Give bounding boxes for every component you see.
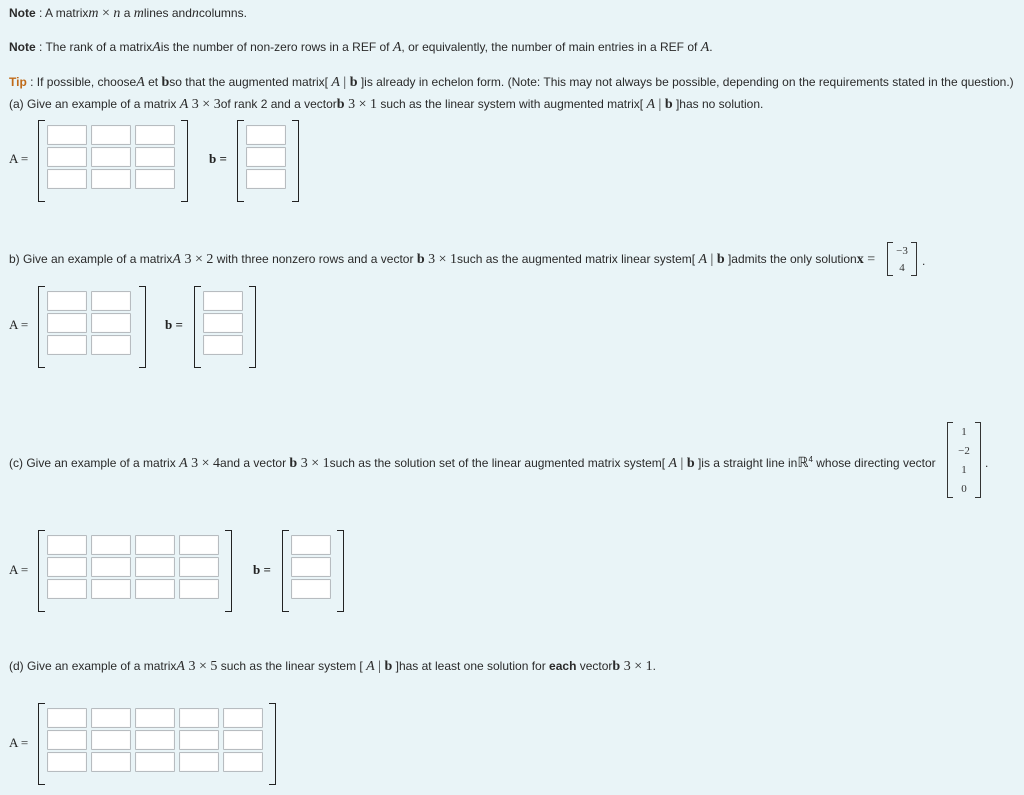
math-A: A — [331, 75, 340, 90]
matrix-A-label: A = — [9, 735, 29, 750]
math-dims: 3 × 1 — [424, 252, 458, 267]
text: ]admits the only solution — [724, 252, 857, 266]
text: vector — [576, 659, 613, 673]
math-A: A — [698, 252, 708, 267]
vector-cell-input[interactable] — [246, 147, 286, 167]
math-A: A — [179, 456, 188, 471]
solution-value: −3 — [896, 244, 908, 257]
text: columns. — [198, 6, 247, 20]
matrix-cells — [47, 125, 177, 189]
vector-cells — [291, 535, 333, 599]
vector-cell-input[interactable] — [246, 169, 286, 189]
math-A: A — [179, 97, 189, 112]
period: . — [985, 456, 989, 470]
tip-label: Tip — [9, 75, 27, 89]
vector-b-label: b = — [165, 317, 183, 332]
text: et — [144, 75, 162, 89]
vector-b-label: b = — [209, 151, 227, 166]
math-dims: 3 × 1 — [297, 456, 330, 471]
matrix-cell-input[interactable] — [47, 730, 87, 750]
math-A: A — [366, 659, 375, 674]
matrix-cell-input[interactable] — [47, 579, 87, 599]
matrix-cell-input[interactable] — [179, 730, 219, 750]
math-b: b — [349, 75, 358, 90]
matrix-cell-input[interactable] — [91, 752, 131, 772]
matrix-cell-input[interactable] — [223, 708, 263, 728]
matrix-cell-input[interactable] — [47, 147, 87, 167]
text: such as the linear system with augmented matrix[ — [376, 97, 647, 111]
math-b: b — [664, 97, 673, 112]
matrix-cell-input[interactable] — [47, 535, 87, 555]
matrix-cell-input[interactable] — [47, 169, 87, 189]
math-A: A — [392, 40, 402, 55]
text: a — [120, 6, 134, 20]
math-dims: 3 × 1 — [344, 97, 377, 112]
note-matrix-definition — [9, 6, 247, 22]
left-bracket — [38, 120, 45, 202]
math-n: n — [113, 6, 121, 21]
vector-b-label: b = — [253, 562, 271, 577]
matrix-cell-input[interactable] — [135, 579, 175, 599]
math-dims: 3 × 4 — [187, 456, 221, 471]
solution-value: 4 — [899, 261, 905, 274]
text: such as the augmented matrix linear system[ — [457, 252, 699, 266]
matrix-cell-input[interactable] — [47, 557, 87, 577]
vector-cell-input[interactable] — [291, 579, 331, 599]
text: such as the solution set of the linear augmented matrix system[ — [329, 456, 669, 470]
direction-value: 1 — [961, 463, 967, 476]
vector-b-b — [194, 286, 256, 368]
matrix-cell-input[interactable] — [223, 752, 263, 772]
text: whose directing vector — [812, 456, 936, 470]
matrix-cell-input[interactable] — [135, 730, 175, 750]
left-bracket — [194, 286, 201, 368]
question-a — [9, 97, 763, 113]
right-bracket — [292, 120, 299, 202]
matrix-cell-input[interactable] — [91, 291, 131, 311]
sep: : — [35, 6, 46, 20]
matrix-cell-input[interactable] — [91, 535, 131, 555]
text: The rank of a matrix — [45, 40, 153, 54]
matrix-cell-input[interactable] — [91, 335, 131, 355]
emphasis-each: each — [549, 659, 577, 673]
matrix-cell-input[interactable] — [135, 708, 175, 728]
matrix-A-a — [38, 120, 188, 202]
math-eq: = — [863, 252, 876, 267]
math-b: b — [384, 659, 393, 674]
matrix-cell-input[interactable] — [135, 535, 175, 555]
math-A: A — [646, 97, 655, 112]
math-b: b — [686, 456, 695, 471]
text: b) Give an example of a matrix — [9, 252, 173, 266]
right-bracket — [139, 286, 146, 368]
math-A: A — [700, 40, 710, 55]
direction-value: 0 — [961, 482, 967, 495]
solution-vector — [887, 242, 917, 276]
math-dims: 3 × 5 — [184, 659, 218, 674]
matrix-cell-input[interactable] — [135, 169, 175, 189]
right-bracket — [249, 286, 256, 368]
matrix-A-c — [38, 530, 232, 612]
vector-cell-input[interactable] — [203, 313, 243, 333]
left-bracket — [38, 286, 45, 368]
vector-b-a — [237, 120, 299, 202]
math-b: b — [289, 456, 298, 471]
matrix-cell-input[interactable] — [91, 169, 131, 189]
text: ]is a straight line in — [694, 456, 798, 470]
note-label: Note — [9, 40, 36, 54]
math-n: n — [191, 6, 199, 21]
text: lines and — [143, 6, 192, 20]
math-A: A — [152, 40, 161, 55]
text: , or equivalently, the number of main entries in a REF of — [401, 40, 701, 54]
text: is the number of non-zero rows in a REF of — [160, 40, 393, 54]
matrix-cell-input[interactable] — [179, 708, 219, 728]
vector-cell-input[interactable] — [291, 535, 331, 555]
math-A: A — [176, 659, 185, 674]
matrix-cell-input[interactable] — [223, 730, 263, 750]
sep: : — [26, 75, 37, 89]
direction-value: 1 — [961, 425, 967, 438]
left-bracket — [38, 703, 45, 785]
period: . — [922, 254, 926, 268]
matrix-A-label: A = — [9, 562, 29, 577]
vector-cell-input[interactable] — [203, 291, 243, 311]
text: so that the augmented matrix[ — [169, 75, 332, 89]
text: and a vector — [220, 456, 290, 470]
matrix-cell-input[interactable] — [179, 535, 219, 555]
vector-cells — [246, 125, 288, 189]
matrix-cell-input[interactable] — [91, 730, 131, 750]
math-dims: 3 × 2 — [180, 252, 214, 267]
vector-cell-input[interactable] — [291, 557, 331, 577]
matrix-cell-input[interactable] — [135, 557, 175, 577]
matrix-cell-input[interactable] — [47, 708, 87, 728]
matrix-cells — [47, 291, 133, 355]
matrix-cell-input[interactable] — [135, 125, 175, 145]
text: with three nonzero rows and a vector — [213, 252, 417, 266]
math-b: b — [416, 252, 425, 267]
right-bracket — [911, 242, 917, 276]
left-bracket — [282, 530, 289, 612]
matrix-cells — [47, 535, 221, 599]
math-bar: | — [677, 456, 687, 471]
vector-cell-input[interactable] — [246, 125, 286, 145]
left-bracket — [237, 120, 244, 202]
math-dims: 3 × 1 — [620, 659, 653, 674]
text: of rank 2 and a vector — [220, 97, 337, 111]
matrix-cell-input[interactable] — [179, 579, 219, 599]
right-bracket — [181, 120, 188, 202]
matrix-cells — [47, 708, 265, 772]
math-sup: 4 — [808, 455, 813, 464]
matrix-A-label: A = — [9, 317, 29, 332]
question-d — [9, 659, 656, 675]
matrix-cell-input[interactable] — [47, 752, 87, 772]
math-A: A — [136, 75, 145, 90]
math-R: ℝ — [797, 456, 809, 471]
matrix-cell-input[interactable] — [47, 313, 87, 333]
matrix-cell-input[interactable] — [135, 752, 175, 772]
text: . — [709, 40, 713, 54]
note-rank-definition — [9, 40, 713, 56]
math-m: m — [133, 6, 144, 21]
math-bar: | — [339, 75, 350, 90]
math-A: A — [172, 252, 181, 267]
question-c — [9, 455, 936, 472]
matrix-cell-input[interactable] — [47, 335, 87, 355]
matrix-cell-input[interactable] — [91, 557, 131, 577]
matrix-cell-input[interactable] — [47, 291, 87, 311]
direction-value: −2 — [958, 444, 970, 457]
math-m: m — [88, 6, 99, 21]
matrix-A-b — [38, 286, 146, 368]
text: If possible, choose — [36, 75, 137, 89]
right-bracket — [269, 703, 276, 785]
math-A: A — [668, 456, 678, 471]
right-bracket — [975, 422, 981, 498]
math-x: x — [856, 252, 864, 267]
math-bar: | — [374, 659, 385, 674]
math-times: × — [98, 6, 114, 21]
math-bar: | — [707, 252, 717, 267]
text: (a) Give an example of a matrix — [9, 97, 180, 111]
matrix-cell-input[interactable] — [91, 579, 131, 599]
matrix-cell-input[interactable] — [179, 752, 219, 772]
math-bar: | — [655, 97, 665, 112]
matrix-cell-input[interactable] — [47, 125, 87, 145]
matrix-cell-input[interactable] — [91, 313, 131, 333]
solution-values — [893, 242, 911, 276]
math-b: b — [612, 659, 621, 674]
text: A matrix — [45, 6, 89, 20]
text: (d) Give an example of a matrix — [9, 659, 177, 673]
right-bracket — [225, 530, 232, 612]
matrix-cell-input[interactable] — [135, 147, 175, 167]
note-label: Note — [9, 6, 36, 20]
tip-line — [9, 75, 1014, 91]
matrix-cell-input[interactable] — [91, 125, 131, 145]
text: ]has at least one solution for — [392, 659, 550, 673]
text: such as the linear system [ — [217, 659, 367, 673]
sep: : — [35, 40, 46, 54]
vector-cell-input[interactable] — [203, 335, 243, 355]
matrix-cell-input[interactable] — [91, 147, 131, 167]
math-b: b — [161, 75, 170, 90]
vector-cells — [203, 291, 245, 355]
text: ]is already in echelon form. (Note: This may not always be possible, depending on the requirements stated in the question.) — [357, 75, 1014, 89]
math-b: b — [716, 252, 725, 267]
right-bracket — [337, 530, 344, 612]
matrix-cell-input[interactable] — [179, 557, 219, 577]
matrix-A-d — [38, 703, 276, 785]
matrix-A-label: A = — [9, 151, 29, 166]
text: . — [652, 659, 656, 673]
direction-vector — [947, 422, 981, 498]
matrix-cell-input[interactable] — [91, 708, 131, 728]
text: ]has no solution. — [672, 97, 764, 111]
direction-values — [953, 422, 975, 498]
left-bracket — [38, 530, 45, 612]
question-b — [9, 252, 875, 268]
vector-b-c — [282, 530, 344, 612]
text: (c) Give an example of a matrix — [9, 456, 180, 470]
math-dims: 3 × 3 — [188, 97, 221, 112]
math-b: b — [336, 97, 345, 112]
